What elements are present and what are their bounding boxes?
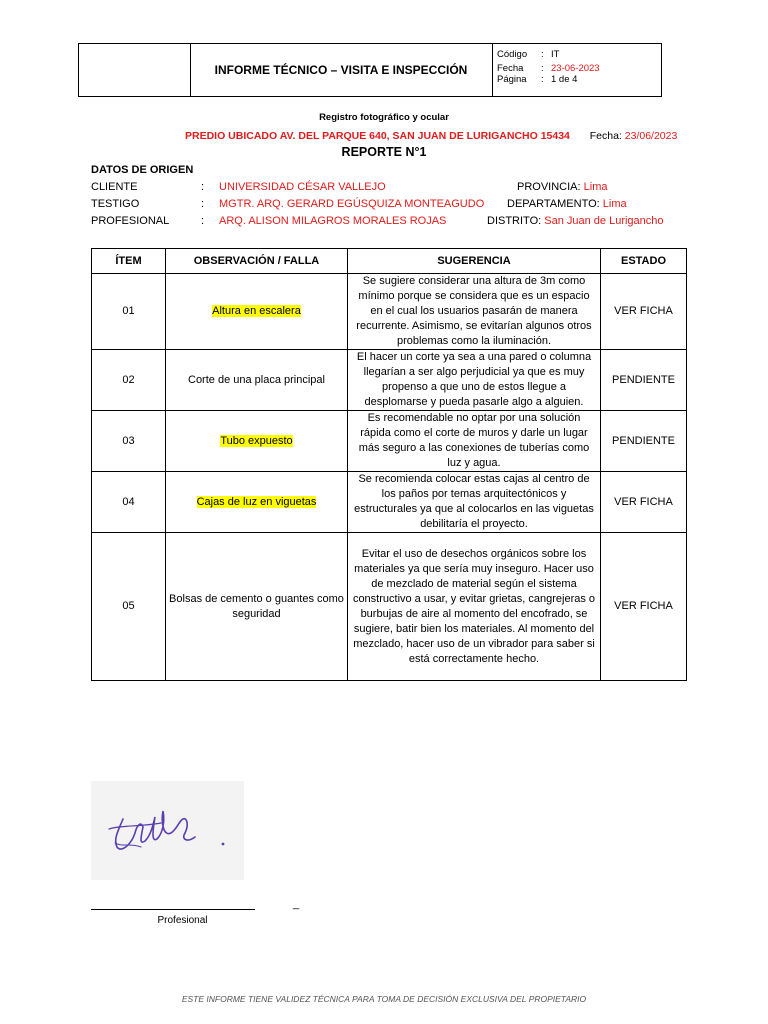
report-title: REPORTE N°1 bbox=[341, 145, 427, 159]
document-header bbox=[78, 43, 662, 97]
pagina-value: 1 de 4 bbox=[551, 74, 578, 85]
sugerencia-cell: El hacer un corte ya sea a una pared o columna llegarían a ser algo perjudicial ya que es muy propenso a que uno de estos llegue a desplomarse y pueda pasarle algo a alguien. bbox=[348, 350, 601, 411]
profesional-value: ARQ. ALISON MILAGROS MORALES ROJAS bbox=[219, 215, 447, 227]
header-meta bbox=[493, 44, 661, 96]
item-cell: 02 bbox=[92, 350, 166, 411]
sugerencia-cell: Se sugiere considerar una altura de 3m como mínimo porque se considera que es un espacio en el cual los usuarios pasarán de manera recurrente. Asimismo, se evitarían algunos otros problemas como la iluminación. bbox=[348, 274, 601, 350]
signature-label: Profesional bbox=[157, 915, 208, 926]
colon: : bbox=[541, 63, 544, 74]
signature-image bbox=[91, 781, 244, 880]
distrito-value: San Juan de Lurigancho bbox=[544, 215, 664, 227]
colon: : bbox=[541, 74, 544, 85]
distrito-field bbox=[487, 215, 664, 227]
observations-table bbox=[91, 248, 687, 681]
observacion-text: Cajas de luz en viguetas bbox=[196, 495, 317, 508]
item-cell: 05 bbox=[92, 533, 166, 681]
departamento-value: Lima bbox=[602, 198, 627, 210]
cliente-value: UNIVERSIDAD CÉSAR VALLEJO bbox=[219, 181, 386, 193]
item-cell: 01 bbox=[92, 274, 166, 350]
item-cell: 03 bbox=[92, 411, 166, 472]
fecha-value: 23-06-2023 bbox=[551, 63, 600, 74]
observacion-cell bbox=[166, 274, 348, 350]
footer-disclaimer: ESTE INFORME TIENE VALIDEZ TÉCNICA PARA TOMA DE DECISIÓN EXCLUSIVA DEL PROPIETARIO bbox=[181, 994, 587, 1004]
observacion-cell: Corte de una placa principal bbox=[166, 350, 348, 411]
colon: : bbox=[201, 198, 205, 210]
estado-cell: PENDIENTE bbox=[601, 350, 687, 411]
observacion-cell bbox=[166, 472, 348, 533]
predio-line bbox=[185, 130, 677, 142]
colon: : bbox=[541, 49, 544, 60]
cliente-label: CLIENTE bbox=[91, 181, 138, 193]
estado-cell: VER FICHA bbox=[601, 533, 687, 681]
estado-cell: VER FICHA bbox=[601, 472, 687, 533]
column-header-item: ÍTEM bbox=[92, 249, 166, 274]
column-header-estado: ESTADO bbox=[601, 249, 687, 274]
codigo-row bbox=[497, 49, 559, 60]
table-row bbox=[92, 350, 687, 411]
pagina-label: Página bbox=[497, 74, 527, 85]
column-header-sugerencia: SUGERENCIA bbox=[348, 249, 601, 274]
testigo-value: MGTR. ARQ. GERARD EGÚSQUIZA MONTEAGUDO bbox=[219, 198, 485, 210]
provincia-label: PROVINCIA: bbox=[517, 181, 581, 193]
registro-subtitle: Registro fotográfico y ocular bbox=[319, 112, 449, 123]
testigo-label: TESTIGO bbox=[91, 198, 140, 210]
table-row bbox=[92, 411, 687, 472]
fecha-label: Fecha: bbox=[589, 130, 622, 142]
departamento-field bbox=[507, 198, 627, 210]
sugerencia-cell: Se recomienda colocar estas cajas al centro de los paños por temas arquitectónicos y estructurales ya que al colocarlos en las viguetas debilitaría el proyecto. bbox=[348, 472, 601, 533]
handwritten-signature bbox=[91, 781, 244, 880]
fecha-value: 23/06/2023 bbox=[624, 130, 678, 142]
datos-origen-heading: DATOS DE ORIGEN bbox=[91, 164, 194, 176]
distrito-label: DISTRITO: bbox=[487, 215, 542, 227]
table-header-row bbox=[92, 249, 687, 274]
table-row bbox=[92, 533, 687, 681]
observacion-cell: Bolsas de cemento o guantes como seguridad bbox=[166, 533, 348, 681]
table-row bbox=[92, 274, 687, 350]
colon: : bbox=[201, 181, 205, 193]
provincia-value: Lima bbox=[583, 181, 608, 193]
observacion-text: Altura en escalera bbox=[212, 305, 301, 317]
observacion-cell bbox=[166, 411, 348, 472]
fecha-row bbox=[497, 63, 600, 74]
column-header-observacion: OBSERVACIÓN / FALLA bbox=[166, 249, 348, 274]
signature-dash: _ bbox=[293, 898, 300, 910]
table-row bbox=[92, 472, 687, 533]
pagina-row bbox=[497, 74, 577, 85]
codigo-value: IT bbox=[551, 49, 560, 60]
sugerencia-cell: Evitar el uso de desechos orgánicos sobre los materiales ya que sería muy inseguro. Hacer uso de mezclado de material según el sistema constructivo a usar, y evitar grietas, cangrejeras o burbujas de aire al momento del encofrado, se sugiere, batir bien los materiales. Al momento del mezclado, hacer uso de un vibrador para saber si está correctamente hecho. bbox=[348, 533, 601, 681]
signature-line bbox=[91, 909, 255, 910]
estado-cell: PENDIENTE bbox=[601, 411, 687, 472]
predio-address: PREDIO UBICADO AV. DEL PARQUE 640, SAN JUAN DE LURIGANCHO 15434 bbox=[185, 130, 570, 142]
colon: : bbox=[201, 215, 205, 227]
observacion-text: Tubo expuesto bbox=[220, 434, 293, 447]
profesional-label: PROFESIONAL bbox=[91, 215, 170, 227]
header-logo-cell bbox=[79, 44, 191, 96]
provincia-field bbox=[517, 181, 607, 193]
estado-cell: VER FICHA bbox=[601, 274, 687, 350]
codigo-label: Código bbox=[497, 49, 528, 60]
document-title: INFORME TÉCNICO – VISITA E INSPECCIÓN bbox=[190, 44, 493, 96]
departamento-label: DEPARTAMENTO: bbox=[507, 198, 600, 210]
fecha-label: Fecha bbox=[497, 63, 524, 74]
item-cell: 04 bbox=[92, 472, 166, 533]
sugerencia-cell: Es recomendable no optar por una solución rápida como el corte de muros y darle un lugar más seguro a las conexiones de tuberías como luz y agua. bbox=[348, 411, 601, 472]
